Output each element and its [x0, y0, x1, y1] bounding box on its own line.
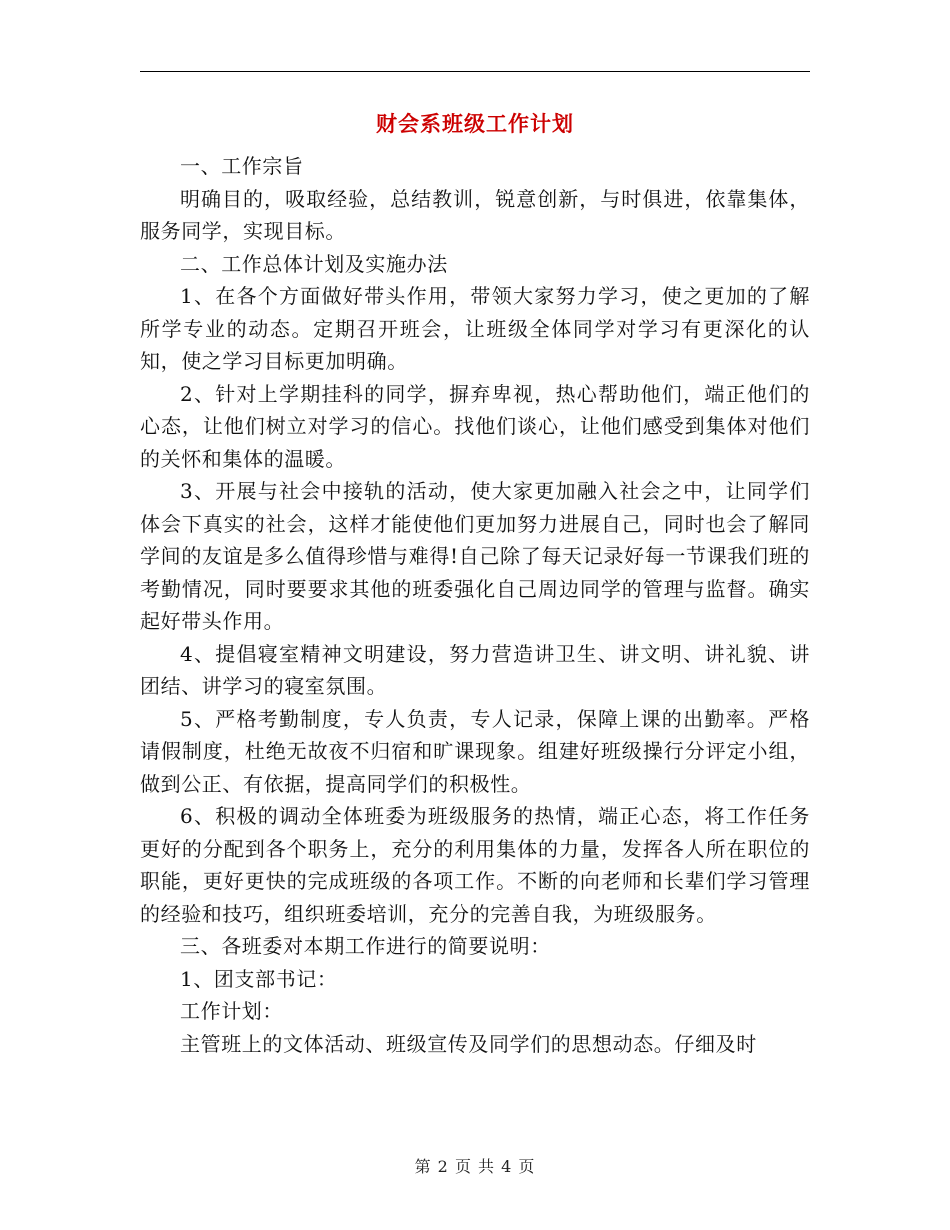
header-rule: [140, 71, 810, 72]
plan-item-6: 6、积极的调动全体班委为班级服务的热情，端正心态，将工作任务更好的分配到各个职务上，充分的利用集体的力量，发挥各人所在职位的职能，更好更快的完成班级的各项工作。不断的向老师和长辈们学习管理的经验和技巧，组织班委培训，充分的完善自我，为班级服务。: [140, 804, 810, 926]
plan-item-3: 3、开展与社会中接轨的活动，使大家更加融入社会之中，让同学们体会下真实的社会，这样才能使他们更加努力进展自己，同时也会了解同学间的友谊是多么值得珍惜与难得!自己除了每天记录好每一节课我们班的考勤情况，同时要要求其他的班委强化自己周边同学的管理与监督。确实起好带头作用。: [140, 479, 810, 633]
committee-role-1: 1、团支部书记：: [180, 966, 338, 991]
document-body: [140, 150, 810, 1060]
document-title: 财会系班级工作计划: [376, 111, 574, 136]
plan-item-5: 5、严格考勤制度，专人负责，专人记录，保障上课的出勤率。严格请假制度，杜绝无故夜不归宿和旷课现象。组建好班级操行分评定小组，做到公正、有依据，提高同学们的积极性。: [140, 706, 810, 796]
section-heading-purpose: 一、工作宗旨: [180, 154, 304, 178]
plan-item-4: 4、提倡寝室精神文明建设，努力营造讲卫生、讲文明、讲礼貌、讲团结、讲学习的寝室氛围。: [140, 641, 810, 698]
section-heading-plan: 二、工作总体计划及实施办法: [180, 251, 448, 276]
work-plan-text: 主管班上的文体活动、班级宣传及同学们的思想动态。仔细及时: [180, 1031, 757, 1056]
plan-item-1: 1、在各个方面做好带头作用，带领大家努力学习，使之更加的了解所学专业的动态。定期召开班会，让班级全体同学对学习有更深化的认知，使之学习目标更加明确。: [140, 284, 810, 373]
work-plan-label: 工作计划：: [180, 999, 283, 1023]
page-number: 第 2 页 共 4 页: [414, 1157, 536, 1176]
plan-item-2: 2、针对上学期挂科的同学，摒弃卑视，热心帮助他们，端正他们的心态，让他们树立对学习的信心。找他们谈心，让他们感受到集体对他们的关怀和集体的温暖。: [140, 381, 810, 471]
paragraph-purpose: 明确目的，吸取经验，总结教训，锐意创新，与时俱进，依靠集体，服务同学，实现目标。: [140, 186, 810, 243]
section-heading-committee: 三、各班委对本期工作进行的简要说明：: [180, 934, 551, 958]
